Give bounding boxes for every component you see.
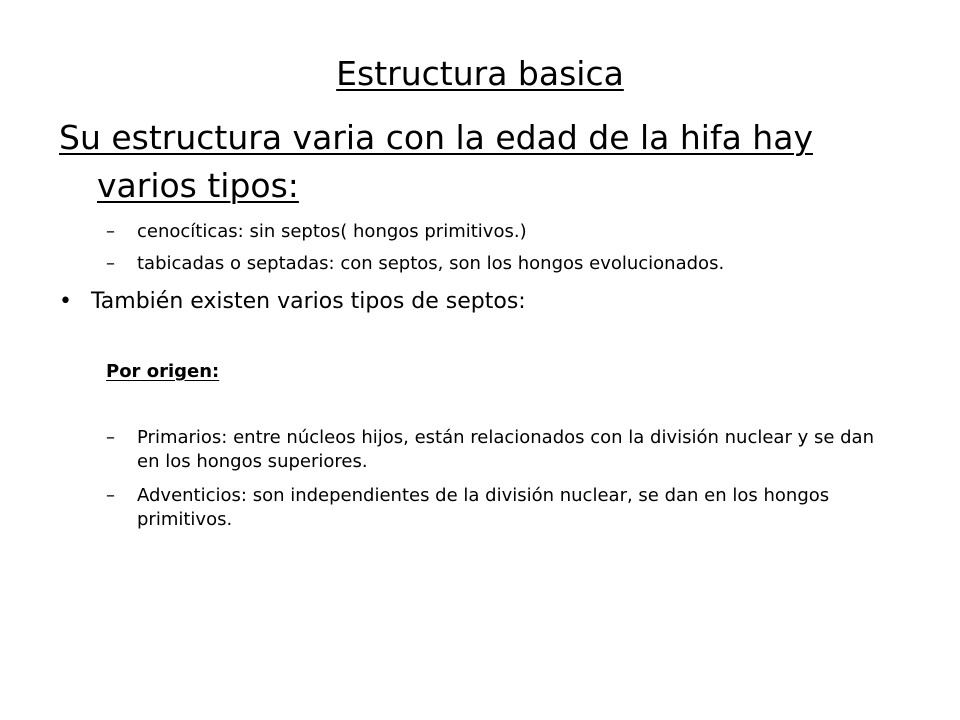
dash-marker: – bbox=[106, 253, 115, 274]
slide-heading bbox=[59, 114, 879, 210]
slide-title: Estructura basica bbox=[336, 54, 624, 93]
bullet-item-text: También existen varios tipos de septos: bbox=[91, 289, 526, 314]
dash-marker: – bbox=[106, 485, 115, 506]
dash-marker: – bbox=[106, 427, 115, 448]
bullet-marker: • bbox=[59, 289, 72, 314]
origin-list-item-text: Primarios: entre núcleos hijos, están relacionados con la división nuclear y se dan en los hongos superiores. bbox=[137, 427, 874, 472]
origin-list-item-text: Adventicios: son independientes de la división nuclear, se dan en los hongos primitivos. bbox=[137, 485, 830, 530]
sub-list-item bbox=[106, 219, 906, 244]
origin-list-item bbox=[106, 426, 896, 474]
slide-heading-line-1: Su estructura varia con la edad de la hifa hay bbox=[59, 118, 813, 157]
section-label: Por origen: bbox=[106, 361, 220, 382]
bullet-item bbox=[59, 287, 879, 317]
sub-list-item-text: tabicadas o septadas: con septos, son los hongos evolucionados. bbox=[137, 253, 725, 274]
sub-list-item bbox=[106, 251, 906, 276]
sub-list-item-text: cenocíticas: sin septos( hongos primitivos.) bbox=[137, 221, 527, 242]
slide-heading-line-2: varios tipos: bbox=[97, 166, 299, 205]
dash-marker: – bbox=[106, 221, 115, 242]
origin-list-item bbox=[106, 484, 896, 532]
